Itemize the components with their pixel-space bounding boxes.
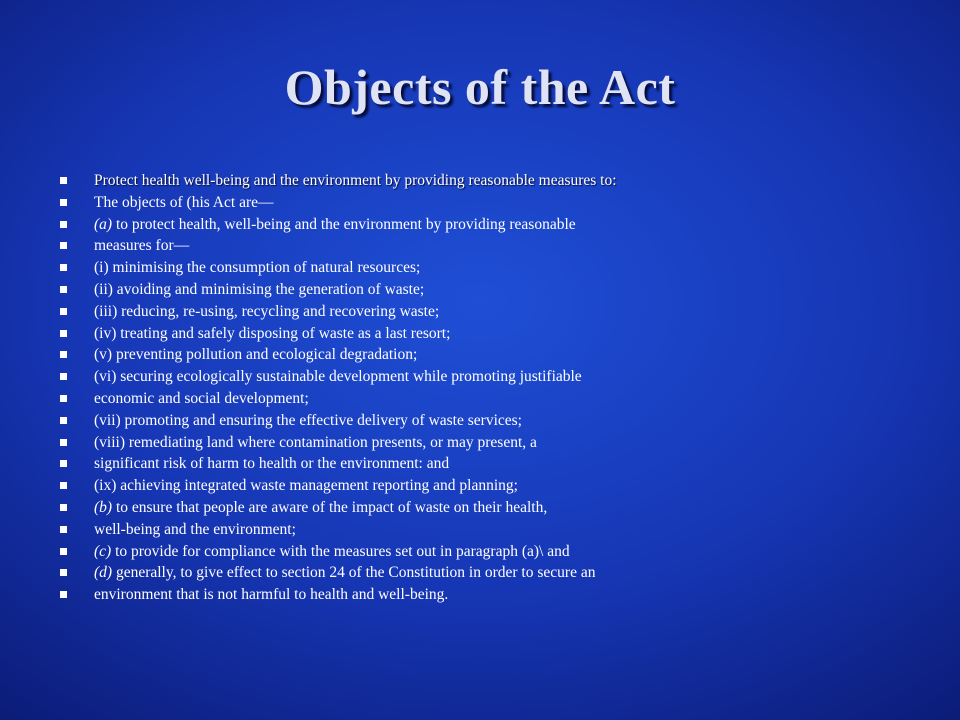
bullet-item: [60, 475, 940, 497]
bullet-text: well-being and the environment;: [94, 520, 296, 538]
bullet-item: [60, 192, 940, 214]
square-bullet-icon: [60, 439, 67, 446]
bullet-text: (vi) securing ecologically sustainable development while promoting justifiable: [94, 368, 582, 386]
square-bullet-icon: [60, 351, 67, 358]
bullet-lead: (c): [94, 542, 112, 560]
square-bullet-icon: [60, 395, 67, 402]
bullet-item: [60, 541, 940, 563]
bullet-item: [60, 584, 940, 606]
square-bullet-icon: [60, 264, 67, 271]
bullet-lead: (a): [94, 215, 113, 233]
bullet-text: Protect health well-being and the environment by providing reasonable measures to:: [94, 172, 617, 189]
bullet-item: [60, 519, 940, 541]
bullet-text: economic and social development;: [94, 389, 309, 407]
bullet-list: [60, 170, 940, 606]
square-bullet-icon: [60, 591, 67, 598]
bullet-lead: (d): [94, 564, 113, 582]
bullet-item: [60, 344, 940, 366]
bullet-item: [60, 366, 940, 388]
bullet-item: [60, 432, 940, 454]
square-bullet-icon: [60, 199, 67, 206]
square-bullet-icon: [60, 417, 67, 424]
bullet-text: (iii) reducing, re-using, recycling and recovering waste;: [94, 302, 440, 320]
square-bullet-icon: [60, 460, 67, 467]
square-bullet-icon: [60, 504, 67, 511]
bullet-text: (iv) treating and safely disposing of waste as a last resort;: [94, 324, 451, 342]
bullet-item: [60, 301, 940, 323]
bullet-text: (viii) remediating land where contamination presents, or may present, a: [94, 433, 537, 451]
square-bullet-icon: [60, 242, 67, 249]
square-bullet-icon: [60, 286, 67, 293]
bullet-text: The objects of (his Act are—: [94, 193, 274, 211]
square-bullet-icon: [60, 221, 67, 228]
bullet-text: to protect health, well-being and the environment by providing reasonable: [112, 215, 576, 233]
square-bullet-icon: [60, 548, 67, 555]
bullet-item: [60, 214, 940, 236]
bullet-item: [60, 257, 940, 279]
bullet-item: [60, 323, 940, 345]
bullet-item: [60, 279, 940, 301]
bullet-text: measures for—: [94, 237, 190, 255]
square-bullet-icon: [60, 526, 67, 533]
square-bullet-icon: [60, 177, 67, 184]
slide-title: Objects of the Act: [284, 59, 676, 115]
bullet-item: [60, 235, 940, 257]
bullet-item: [60, 453, 940, 475]
bullet-text: to provide for compliance with the measures set out in paragraph (a)\ and: [111, 542, 570, 560]
bullet-text: environment that is not harmful to health and well-being.: [94, 586, 449, 604]
bullet-text: (ii) avoiding and minimising the generation of waste;: [94, 280, 425, 298]
bullet-text: significant risk of harm to health or the environment: and: [94, 455, 450, 473]
bullet-text: generally, to give effect to section 24 of the Constitution in order to secure an: [112, 564, 596, 582]
bullet-item: [60, 388, 940, 410]
bullet-text: to ensure that people are aware of the impact of waste on their health,: [112, 498, 548, 516]
bullet-text: (i) minimising the consumption of natural resources;: [94, 259, 421, 277]
square-bullet-icon: [60, 373, 67, 380]
bullet-item: [60, 170, 940, 192]
bullet-item: [60, 410, 940, 432]
bullet-text: (v) preventing pollution and ecological degradation;: [94, 346, 418, 364]
square-bullet-icon: [60, 482, 67, 489]
square-bullet-icon: [60, 569, 67, 576]
bullet-item: [60, 497, 940, 519]
bullet-lead: (b): [94, 498, 113, 516]
bullet-text: (vii) promoting and ensuring the effective delivery of waste services;: [94, 411, 522, 429]
square-bullet-icon: [60, 330, 67, 337]
square-bullet-icon: [60, 308, 67, 315]
bullet-item: [60, 562, 940, 584]
bullet-text: (ix) achieving integrated waste management reporting and planning;: [94, 477, 518, 495]
